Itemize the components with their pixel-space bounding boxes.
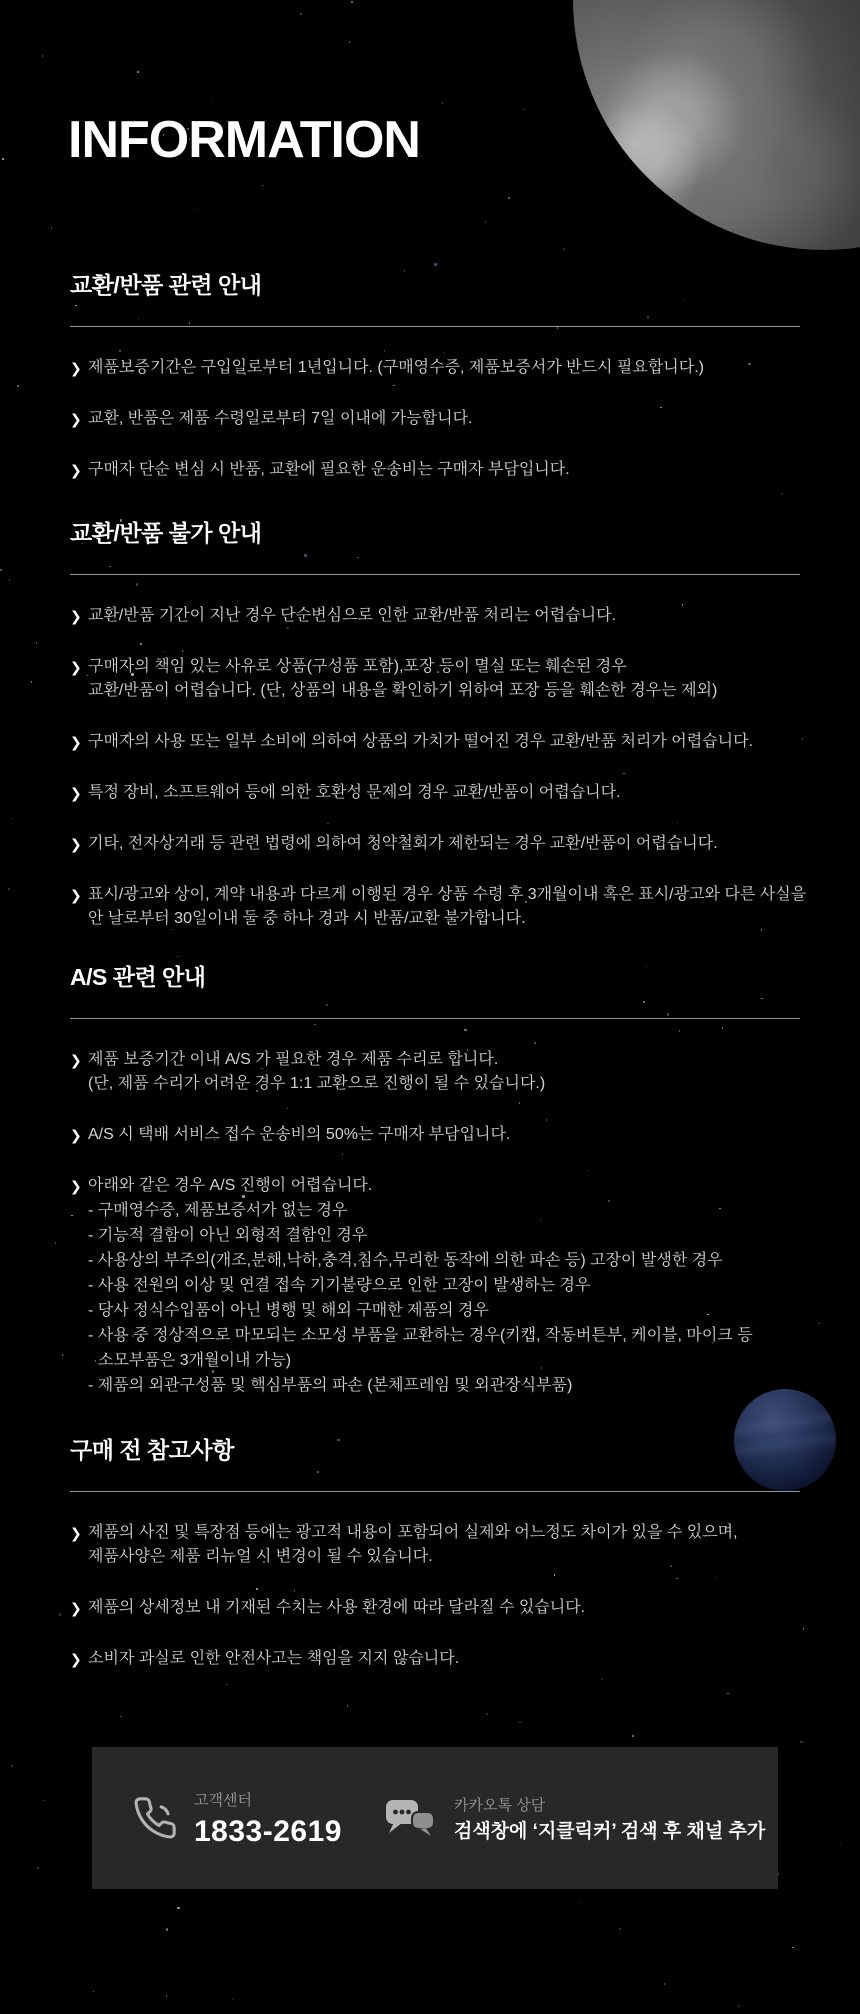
star-dot	[51, 227, 53, 229]
bullet-line: A/S 시 택배 서비스 접수 운송비의 50%는 구매자 부담입니다.	[88, 1126, 511, 1143]
section-divider	[70, 1491, 800, 1492]
star-dot	[137, 71, 139, 73]
bullet-item	[70, 1174, 800, 1398]
star-dot	[840, 1844, 842, 1846]
star-dot	[818, 1322, 820, 1324]
bullet-line: 안 날로부터 30일이내 둘 중 하나 경과 시 반품/교환 불가합니다.	[88, 910, 526, 927]
bullet-item	[70, 1123, 800, 1147]
bullet-line: 표시/광고와 상이, 계약 내용과 다르게 이행된 경우 상품 수령 후 3개월이내 혹은 표시/광고와 다른 사실을	[88, 886, 807, 903]
star-dot	[166, 1928, 169, 1931]
bullet-lines	[88, 1521, 800, 1569]
star-dot	[232, 1999, 234, 2001]
bullet-line: 특정 장비, 소프트웨어 등에 의한 호환성 문제의 경우 교환/반품이 어렵습니다.	[88, 784, 621, 801]
chevron-bullet-icon: ❯	[70, 1127, 82, 1143]
star-dot	[632, 1735, 634, 1737]
chevron-bullet-icon: ❯	[70, 608, 82, 624]
star-dot	[351, 1, 353, 3]
sub-bullet-line: - 구매영수증, 제품보증서가 없는 경우	[88, 1202, 348, 1219]
star-dot	[55, 1242, 57, 1244]
star-dot	[803, 1628, 805, 1630]
star-dot	[17, 385, 19, 387]
star-dot	[800, 1741, 803, 1744]
star-dot	[580, 1902, 582, 1904]
kakao-text-block	[454, 1794, 765, 1843]
bullet-list	[70, 356, 800, 482]
bullet-item	[70, 1647, 800, 1671]
bullet-lines	[88, 1647, 800, 1671]
bullet-lines	[88, 1174, 800, 1398]
star-dot	[59, 1613, 62, 1616]
chevron-bullet-icon: ❯	[70, 836, 82, 852]
star-dot	[93, 1991, 95, 1993]
chevron-bullet-icon: ❯	[70, 411, 82, 427]
kakao-instruction: 검색창에 ‘지클릭커’ 검색 후 채널 추가	[453, 1820, 766, 1842]
star-dot	[519, 1722, 521, 1724]
chevron-bullet-icon: ❯	[70, 1525, 82, 1541]
star-dot	[508, 197, 510, 199]
star-dot	[619, 1928, 621, 1930]
bullet-line: 기타, 전자상거래 등 관련 법령에 의하여 청약철회가 제한되는 경우 교환/반품이 어렵습니다.	[88, 835, 718, 852]
sub-bullet-line: - 제품의 외관구성품 및 핵심부품의 파손 (본체프레임 및 외관장식부품)	[88, 1377, 573, 1394]
bullet-item	[70, 356, 800, 380]
kakao-label: 카카오톡 상담	[453, 1796, 546, 1814]
bullet-line: 제품의 사진 및 특장점 등에는 광고적 내용이 포함되어 실제와 어느정도 차이가 있을 수 있으며,	[88, 1524, 738, 1541]
bullet-lines	[88, 356, 800, 380]
sub-bullet-line: - 당사 정식수입품이 아닌 병행 및 해외 구매한 제품의 경우	[88, 1302, 489, 1319]
section-heading: 구매 전 참고사항	[70, 1437, 234, 1463]
info-section	[70, 1433, 800, 1698]
star-dot	[485, 221, 487, 223]
bullet-line: (단, 제품 수리가 어려운 경우 1:1 교환으로 진행이 될 수 있습니다.)	[88, 1075, 546, 1092]
star-dot	[2, 158, 4, 160]
star-dot	[9, 579, 11, 581]
star-dot	[802, 738, 804, 740]
star-dot	[262, 185, 264, 187]
bullet-item	[70, 832, 800, 856]
customer-center-contact	[132, 1789, 342, 1847]
phone-number: 1833-2619	[194, 1815, 342, 1848]
star-dot	[8, 888, 10, 890]
phone-icon	[132, 1795, 178, 1841]
bullet-item	[70, 604, 800, 628]
star-dot	[212, 102, 214, 104]
star-dot	[442, 102, 444, 104]
chevron-bullet-icon: ❯	[70, 887, 82, 903]
bullet-item	[70, 407, 800, 431]
bullet-line: 구매자 단순 변심 시 반품, 교환에 필요한 운송비는 구매자 부담입니다.	[88, 461, 570, 478]
bullet-line: 제품의 상세정보 내 기재된 수치는 사용 환경에 따라 달라질 수 있습니다.	[88, 1599, 586, 1616]
star-dot	[563, 248, 565, 250]
bullet-lines	[88, 1596, 800, 1620]
info-section	[70, 268, 800, 509]
star-dot	[120, 1716, 122, 1718]
bullet-item	[70, 1521, 800, 1569]
section-divider	[70, 1018, 800, 1019]
sub-bullet-line: - 사용 전원의 이상 및 연결 접속 기기불량으로 인한 고장이 발생하는 경우	[88, 1277, 591, 1294]
star-dot	[0, 569, 2, 571]
sub-bullet-line: 소모부품은 3개월이내 가능)	[98, 1352, 292, 1369]
star-dot	[347, 1705, 349, 1707]
star-dot	[177, 1907, 180, 1910]
bullet-line: 구매자의 책임 있는 사유로 상품(구성품 포함),포장 등이 멸실 또는 훼손된 경우	[88, 658, 627, 675]
bullet-line: 소비자 과실로 인한 안전사고는 책임을 지지 않습니다.	[88, 1650, 460, 1667]
chevron-bullet-icon: ❯	[70, 1052, 82, 1068]
bullet-line: 교환/반품이 어렵습니다. (단, 상품의 내용을 확인하기 위하여 포장 등을 훼손한 경우는 제외)	[88, 682, 718, 699]
bullet-lines	[88, 604, 800, 628]
bullet-list	[70, 1521, 800, 1671]
bullet-line: 제품 보증기간 이내 A/S 가 필요한 경우 제품 수리로 합니다.	[88, 1051, 499, 1068]
sub-bullet-line: - 사용 중 정상적으로 마모되는 소모성 부품을 교환하는 경우(키캡, 작동버튼부, 케이블, 마이크 등	[88, 1327, 753, 1344]
star-dot	[523, 109, 525, 111]
bullet-item	[70, 730, 800, 754]
section-divider	[70, 574, 800, 575]
bullet-line: 구매자의 사용 또는 일부 소비에 의하여 상품의 가치가 떨어진 경우 교환/반품 처리가 어렵습니다.	[88, 733, 754, 750]
bullet-lines	[88, 407, 800, 431]
bullet-item	[70, 1596, 800, 1620]
kakao-contact	[382, 1794, 765, 1843]
bullet-line: 아래와 같은 경우 A/S 진행이 어렵습니다.	[88, 1177, 373, 1194]
chevron-bullet-icon: ❯	[70, 659, 82, 675]
contact-card	[92, 1747, 778, 1889]
chevron-bullet-icon: ❯	[70, 360, 82, 376]
section-heading: 교환/반품 관련 안내	[70, 272, 262, 298]
bullet-lines	[88, 883, 806, 931]
section-heading: 교환/반품 불가 안내	[70, 520, 262, 546]
bullet-lines	[88, 458, 800, 482]
star-dot	[664, 1983, 666, 1985]
section-divider	[70, 326, 800, 327]
star-dot	[422, 124, 424, 126]
chevron-bullet-icon: ❯	[70, 1178, 82, 1194]
bullet-lines	[88, 1048, 800, 1096]
sub-bullet-line: - 사용상의 부주의(개조,분해,낙하,충격,침수,무리한 동작에 의한 파손 등) 고장이 발생한 경우	[88, 1252, 723, 1269]
chevron-bullet-icon: ❯	[70, 734, 82, 750]
star-dot	[194, 208, 196, 210]
bullet-list	[70, 1048, 800, 1398]
bullet-item	[70, 655, 800, 703]
bullet-line: 제품보증기간은 구입일로부터 1년입니다. (구매영수증, 제품보증서가 반드시 필요합니다.)	[88, 359, 704, 376]
star-dot	[42, 55, 44, 57]
bullet-item	[70, 1048, 800, 1096]
star-dot	[37, 1867, 39, 1869]
chevron-bullet-icon: ❯	[70, 1651, 82, 1667]
star-dot	[62, 1354, 64, 1356]
bullet-line: 제품사양은 제품 리뉴얼 시 변경이 될 수 있습니다.	[88, 1548, 433, 1565]
bullet-item	[70, 883, 807, 931]
star-dot	[792, 1947, 794, 1949]
sub-bullet-line: - 기능적 결함이 아닌 외형적 결함인 경우	[88, 1227, 368, 1244]
bullet-list	[70, 604, 807, 931]
bullet-lines	[88, 832, 800, 856]
bullet-item	[70, 458, 800, 482]
star-dot	[300, 13, 302, 15]
chat-bubbles-icon	[382, 1794, 438, 1842]
bullet-lines	[88, 655, 800, 703]
customer-center-text	[194, 1789, 342, 1847]
star-dot	[349, 41, 351, 43]
star-dot	[166, 1995, 168, 1997]
star-dot	[738, 2005, 741, 2008]
star-dot	[11, 1765, 13, 1767]
star-dot	[486, 1713, 489, 1716]
bullet-lines	[88, 1123, 800, 1147]
bullet-lines	[88, 730, 800, 754]
info-section	[70, 516, 807, 958]
bullet-line: 교환, 반품은 제품 수령일로부터 7일 이내에 가능합니다.	[88, 410, 473, 427]
chevron-bullet-icon: ❯	[70, 462, 82, 478]
chevron-bullet-icon: ❯	[70, 785, 82, 801]
star-dot	[36, 642, 38, 644]
chevron-bullet-icon: ❯	[70, 1600, 82, 1616]
section-heading: A/S 관련 안내	[70, 964, 206, 990]
bullet-item	[70, 781, 800, 805]
star-dot	[31, 681, 33, 683]
star-dot	[434, 263, 437, 266]
info-section	[70, 960, 800, 1425]
star-dot	[44, 1800, 46, 1802]
star-dot	[11, 818, 13, 820]
page-title: INFORMATION	[68, 111, 420, 169]
customer-center-label: 고객센터	[194, 1792, 252, 1809]
bullet-line: 교환/반품 기간이 지난 경우 단순변심으로 인한 교환/반품 처리는 어렵습니다.	[88, 607, 617, 624]
bullet-lines	[88, 781, 800, 805]
